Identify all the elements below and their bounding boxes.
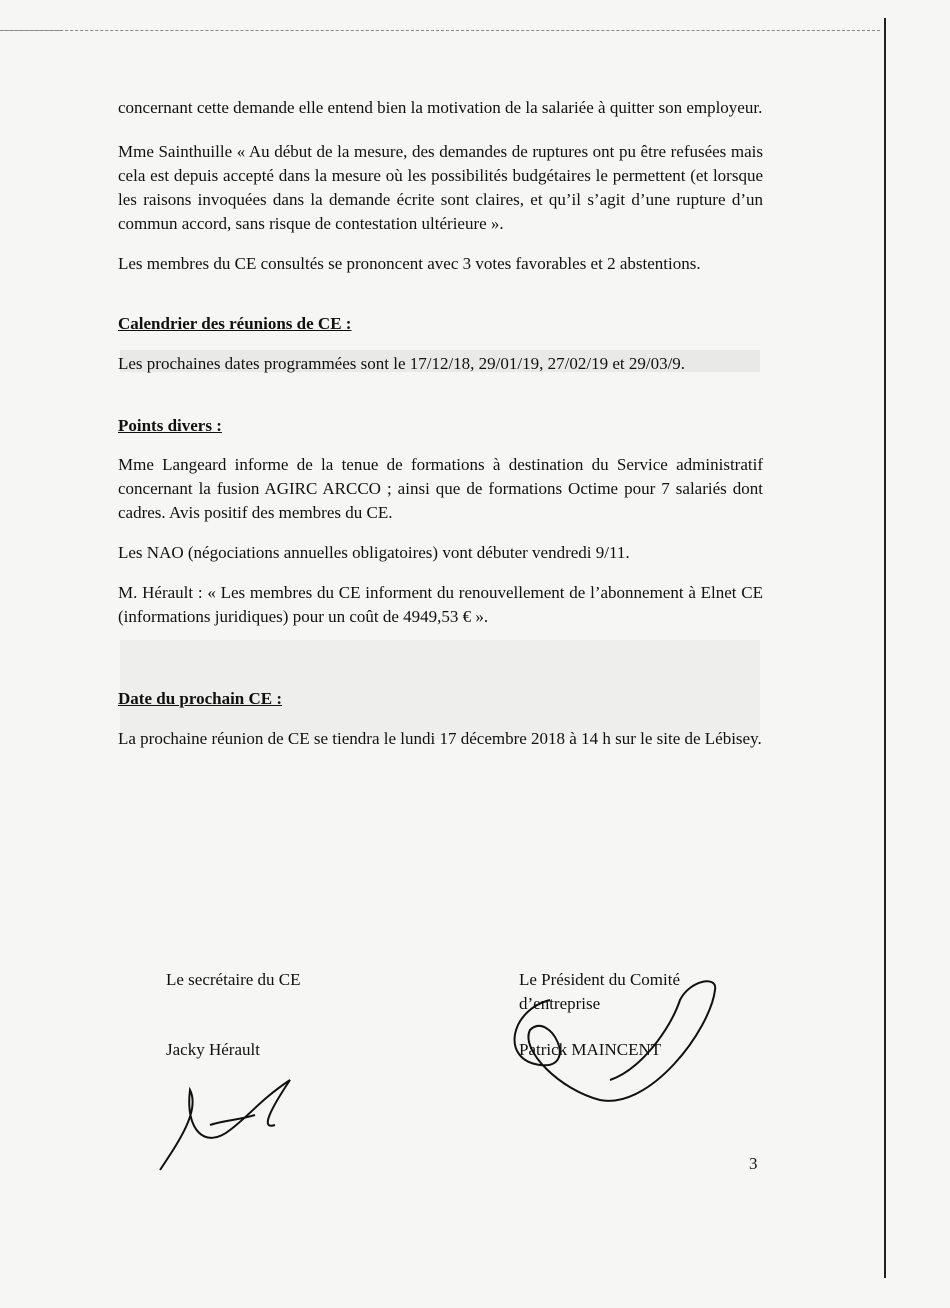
document-body <box>118 96 763 751</box>
paragraph: La prochaine réunion de CE se tiendra le lundi 17 décembre 2018 à 14 h sur le site de Lébisey. <box>118 729 762 748</box>
page-top-edge <box>0 30 880 31</box>
paragraph: M. Hérault : « Les membres du CE informent du renouvellement de l’abonnement à Elnet CE (informations juridiques) pour un coût de 4949,53 € ». <box>118 583 763 626</box>
secretary-signature-scribble <box>150 1070 310 1180</box>
president-signature-scribble <box>490 970 730 1110</box>
paragraph: Les NAO (négociations annuelles obligatoires) vont débuter vendredi 9/11. <box>118 543 630 562</box>
president-name: Patrick MAINCENT <box>519 1040 662 1059</box>
page-right-edge <box>884 18 886 1278</box>
page-corner-fold <box>0 0 104 31</box>
paragraph: concernant cette demande elle entend bien la motivation de la salariée à quitter son employeur. <box>118 98 763 117</box>
president-role-line2: d’entreprise <box>519 994 601 1013</box>
paragraph: Les membres du CE consultés se prononcent avec 3 votes favorables et 2 abstentions. <box>118 254 701 273</box>
president-role-line1: Le Président du Comité <box>519 970 681 989</box>
section-heading-misc: Points divers : <box>118 416 222 435</box>
secretary-signature-block <box>166 968 301 1062</box>
secretary-name: Jacky Hérault <box>166 1040 260 1059</box>
section-heading-calendar: Calendrier des réunions de CE : <box>118 314 352 333</box>
page-number: 3 <box>749 1154 758 1173</box>
section-heading-next-meeting: Date du prochain CE : <box>118 689 283 708</box>
paragraph: Mme Sainthuille « Au début de la mesure, des demandes de ruptures ont pu être refusées mais cela est depuis accepté dans la mesure où les possibilités budgétaires le permettent (et lorsque les raisons invoquées dans la demande écrite sont claires, et qu’il s’agit d’une rupture d’un commun accord, sans risque de contestation ultérieure ». <box>118 142 763 233</box>
paragraph: Les prochaines dates programmées sont le 17/12/18, 29/01/19, 27/02/19 et 29/03/9. <box>118 354 686 373</box>
paragraph: Mme Langeard informe de la tenue de formations à destination du Service administratif concernant la fusion AGIRC ARCCO ; ainsi que de formations Octime pour 7 salariés dont cadres. Avis positif des membres du CE. <box>118 455 763 522</box>
secretary-role: Le secrétaire du CE <box>166 970 301 989</box>
